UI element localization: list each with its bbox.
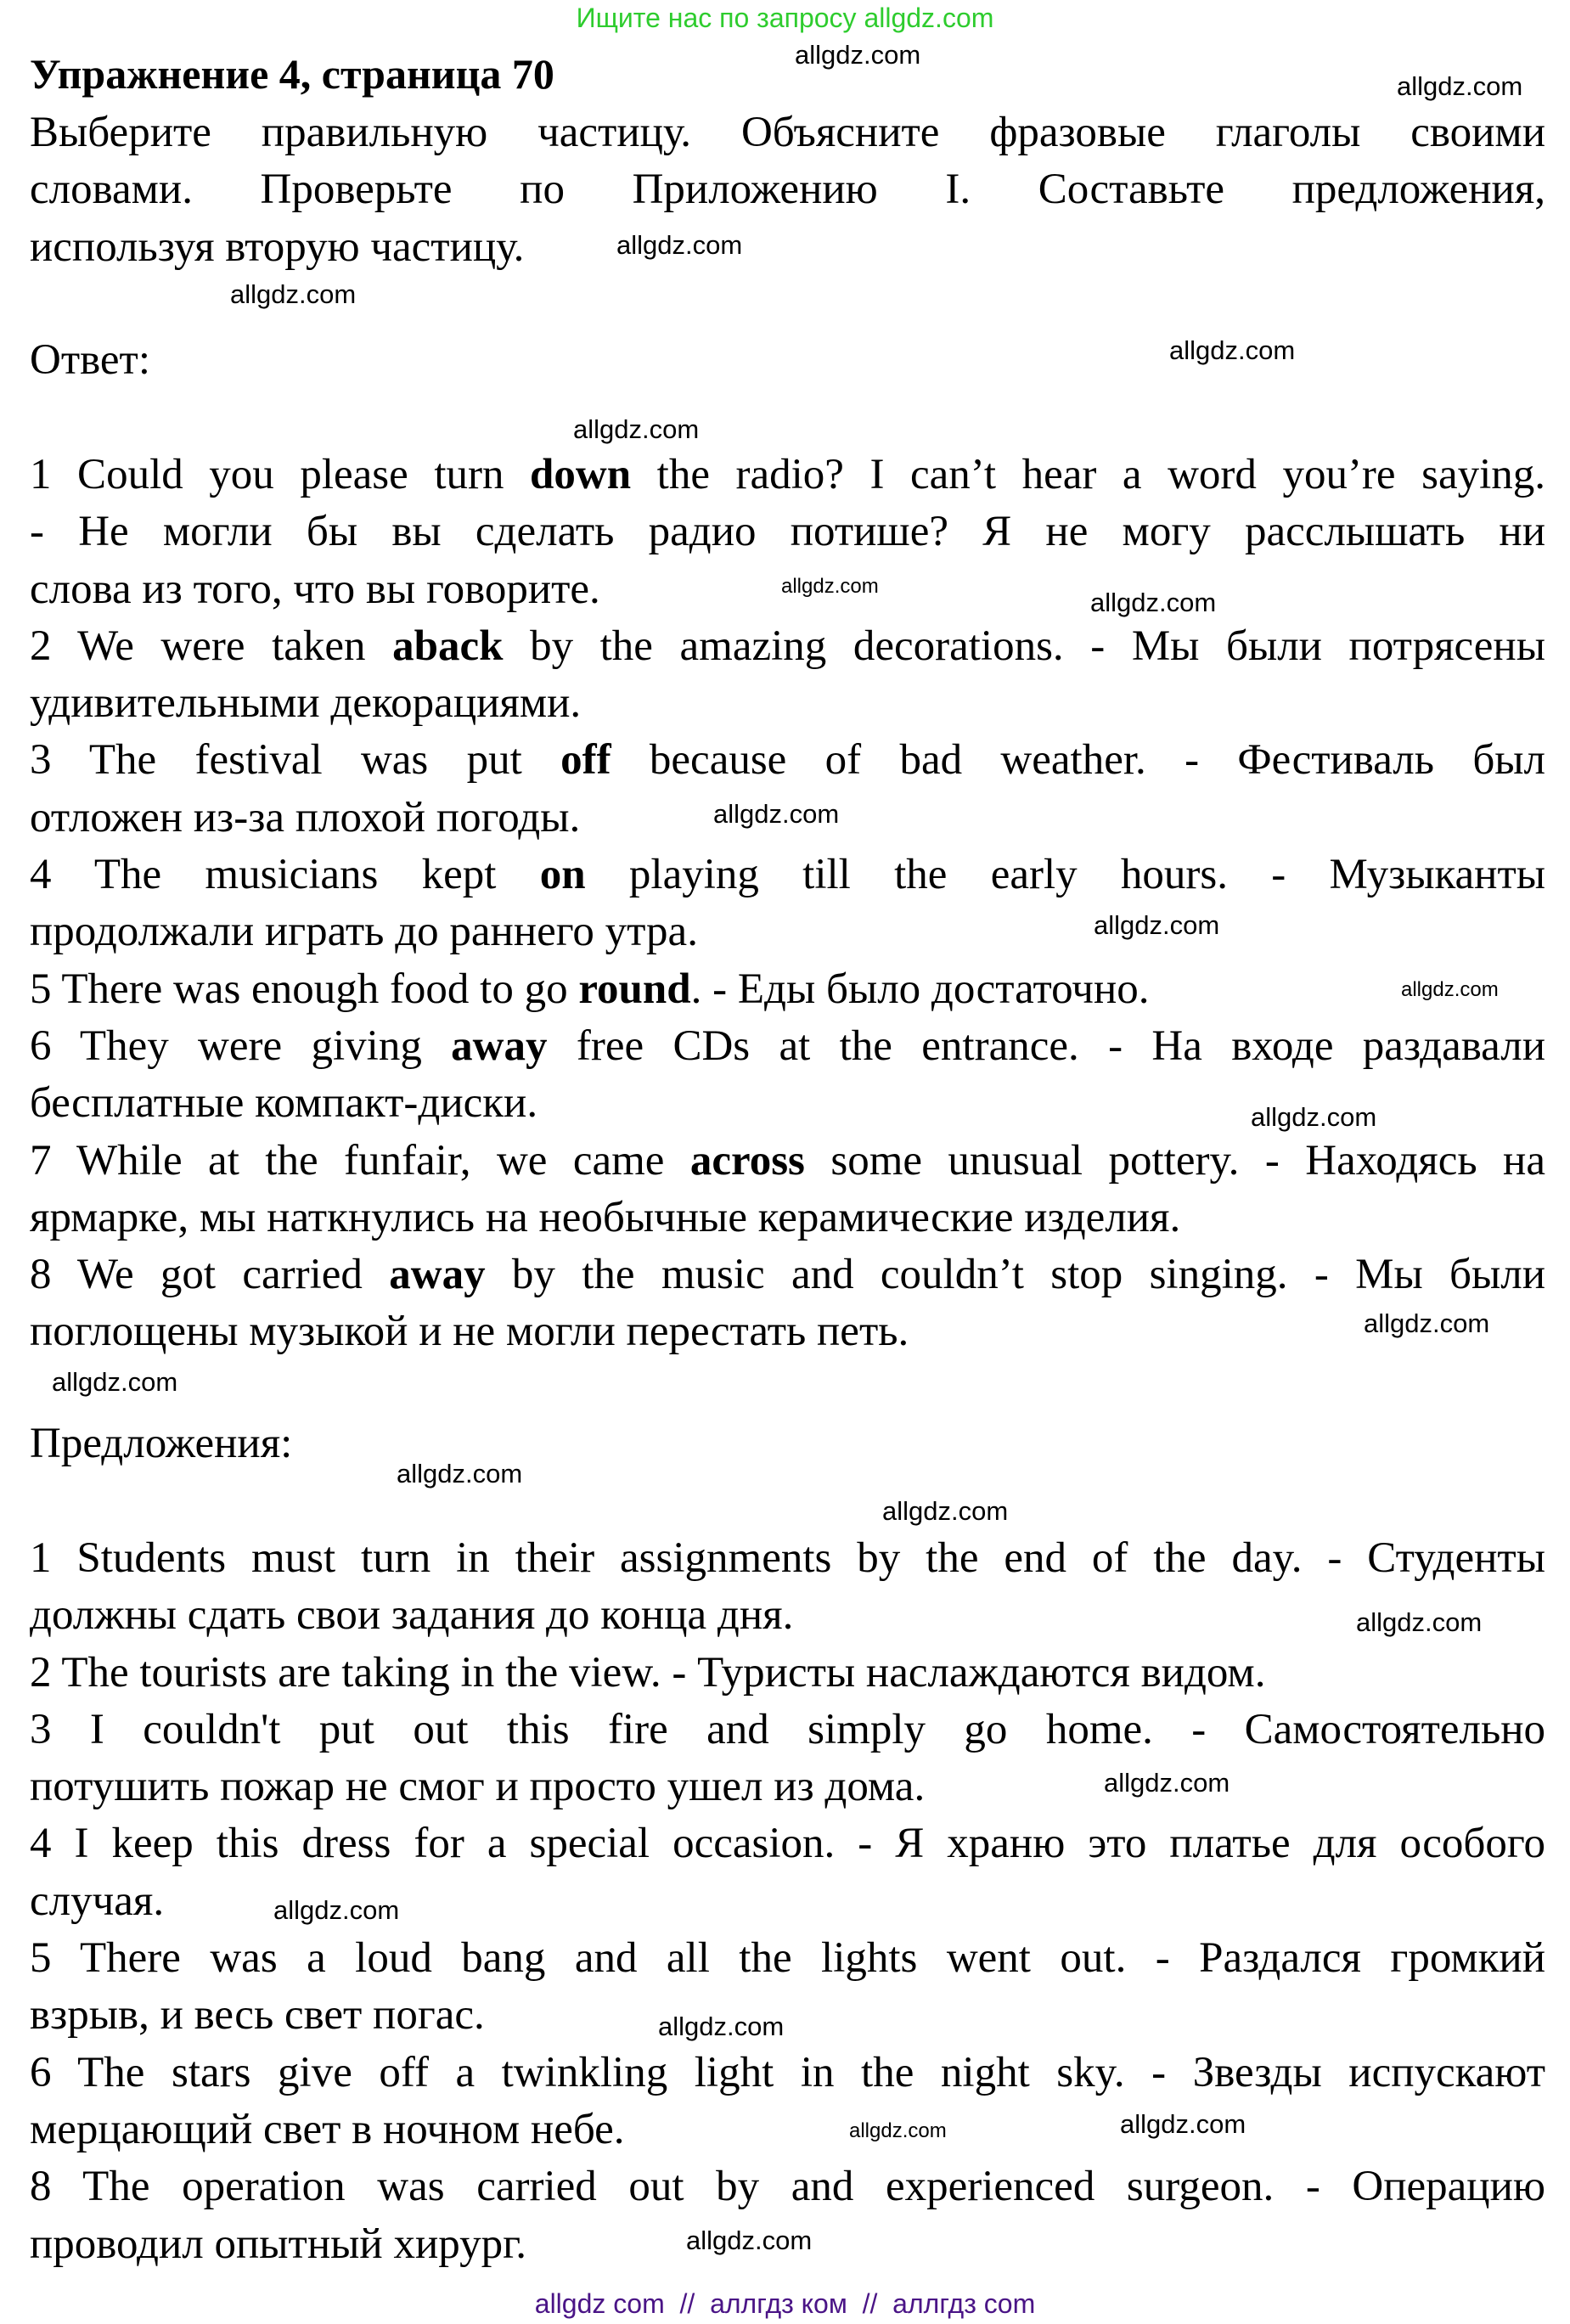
text-segment: бесплатные компакт-диски. <box>30 1079 538 1128</box>
text-segment: 2 The tourists are taking in the view. - Туристы наслаждаются видом. <box>30 1648 1266 1697</box>
text-segment: Выберите правильную частицу. Объясните фразовые глаголы своими <box>30 109 1545 156</box>
text-line <box>30 1075 537 1132</box>
top-search-banner: Ищите нас по запросу allgdz.com <box>576 3 994 33</box>
watermark: allgdz.com <box>781 575 879 598</box>
text-line <box>30 2158 1545 2215</box>
watermark: allgdz.com <box>658 2012 785 2041</box>
watermark: allgdz.com <box>795 40 921 70</box>
watermark: allgdz.com <box>1364 1308 1490 1338</box>
text-line <box>30 1530 1545 1587</box>
particle-bold: across <box>689 1136 805 1185</box>
sentences-list <box>30 1530 1545 2273</box>
watermark: allgdz.com <box>1120 2109 1246 2139</box>
text-segment: by the amazing decorations. - Мы были потрясены <box>503 622 1545 670</box>
watermark: allgdz.com <box>1094 910 1220 940</box>
sentences-label-text: Предложения: <box>30 1420 293 1467</box>
text-segment: 1 Could you please turn <box>30 451 531 498</box>
text-segment: поглощены музыкой и не могли перестать петь. <box>30 1308 909 1356</box>
text-line <box>30 1190 1180 1246</box>
text-segment: 8 The operation was carried out by and experienced surgeon. - Операцию <box>30 2163 1545 2211</box>
text-segment: словами. Проверьте по Приложению I. Составьте предложения, <box>30 166 1545 214</box>
text-segment: взрыв, и весь свет погас. <box>30 1991 485 2040</box>
instruction-text <box>30 104 1545 276</box>
text-line <box>30 219 524 276</box>
text-line <box>30 2045 1545 2102</box>
text-segment: - Не могли бы вы сделать радио потише? Я не могу расслышать ни <box>30 508 1545 556</box>
text-segment: мерцающий свет в ночном небе. <box>30 2105 625 2153</box>
particle-bold: down <box>530 451 632 498</box>
text-line <box>30 1815 1545 1872</box>
text-line <box>30 561 600 618</box>
text-segment: 3 The festival was put <box>30 736 561 785</box>
text-segment: 3 I couldn't put out this fire and simply go home. - Самостоятельно <box>30 1705 1545 1753</box>
watermark: allgdz.com <box>1090 588 1217 617</box>
text-line <box>30 1645 1265 1702</box>
particle-bold: away <box>451 1021 548 1070</box>
particle-bold: off <box>560 736 611 785</box>
watermark: allgdz.com <box>273 1895 400 1925</box>
text-line <box>30 961 1150 1018</box>
text-line <box>30 790 580 847</box>
watermark: allgdz.com <box>1401 978 1499 1001</box>
text-segment: free CDs at the entrance. - На входе раздавали <box>547 1021 1545 1070</box>
text-line <box>30 1873 164 1930</box>
text-line <box>30 1246 1545 1303</box>
footer-links: allgdz com // аллгдз ком // аллгдз com <box>534 2288 1036 2319</box>
watermark: allgdz.com <box>616 230 743 260</box>
text-line <box>30 1930 1545 1987</box>
text-line <box>30 104 1545 161</box>
watermark: allgdz.com <box>1397 71 1523 101</box>
text-segment: by the music and couldn’t stop singing. - Мы были <box>485 1251 1545 1299</box>
watermark: allgdz.com <box>1356 1607 1483 1637</box>
text-segment: 6 The stars give off a twinkling light in the night sky. - Звезды испускают <box>30 2048 1545 2096</box>
text-line <box>30 2216 526 2273</box>
watermark: allgdz.com <box>882 1496 1009 1526</box>
text-line <box>30 161 1545 218</box>
watermark: allgdz.com <box>686 2226 813 2255</box>
text-segment: 5 There was a loud bang and all the lights went out. - Раздался громкий <box>30 1934 1545 1983</box>
watermark: allgdz.com <box>52 1367 178 1397</box>
text-segment: 5 There was enough food to go <box>30 965 579 1013</box>
text-segment: 7 While at the funfair, we came <box>30 1136 690 1185</box>
watermark: allgdz.com <box>1104 1768 1230 1798</box>
particle-bold: round <box>578 965 691 1013</box>
watermark: allgdz.com <box>397 1459 523 1488</box>
text-segment: 1 Students must turn in their assignments by the end of the day. - Студенты <box>30 1534 1545 1582</box>
text-segment: 4 The musicians kept <box>30 851 540 899</box>
text-line <box>30 1987 485 2044</box>
watermark: allgdz.com <box>573 414 700 444</box>
text-line <box>30 847 1545 903</box>
text-line <box>30 732 1545 789</box>
watermark: allgdz.com <box>849 2119 947 2142</box>
text-line <box>30 618 1545 675</box>
text-segment: the radio? I can’t hear a word you’re saying. <box>631 451 1545 498</box>
text-segment: должны сдать свои задания до конца дня. <box>30 1591 794 1640</box>
text-segment: . - Еды было достаточно. <box>690 965 1150 1013</box>
particle-bold: away <box>389 1251 486 1299</box>
text-line <box>30 1018 1545 1075</box>
text-segment: playing till the early hours. - Музыканты <box>585 851 1545 899</box>
text-line <box>30 447 1545 504</box>
text-segment: 6 They were giving <box>30 1021 452 1070</box>
text-segment: удивительными декорациями. <box>30 679 582 728</box>
text-segment: используя вторую частицу. <box>30 222 525 271</box>
text-segment: слова из того, что вы говорите. <box>30 565 600 613</box>
text-line <box>30 1587 793 1644</box>
text-segment: отложен из-за плохой погоды. <box>30 793 581 841</box>
text-segment: 2 We were taken <box>30 622 393 670</box>
text-line <box>30 2102 625 2158</box>
text-line <box>30 675 581 732</box>
watermark: allgdz.com <box>1169 335 1296 365</box>
text-segment: продолжали играть до раннего утра. <box>30 908 698 956</box>
text-segment: случая. <box>30 1877 165 1925</box>
watermark: allgdz.com <box>230 279 357 309</box>
text-line <box>30 1758 925 1815</box>
text-segment: some unusual pottery. - Находясь на <box>804 1136 1545 1185</box>
text-line <box>30 1133 1545 1190</box>
text-segment: 8 We got carried <box>30 1251 390 1299</box>
watermark: allgdz.com <box>713 799 840 829</box>
text-line <box>30 504 1545 560</box>
watermark: allgdz.com <box>1251 1102 1377 1132</box>
exercise-heading: Упражнение 4, страница 70 <box>30 50 554 98</box>
particle-bold: on <box>539 851 586 899</box>
particle-bold: aback <box>392 622 504 670</box>
text-segment: because of bad weather. - Фестиваль был <box>611 736 1546 785</box>
answer-label <box>30 332 1545 389</box>
text-segment: потушить пожар не смог и просто ушел из дома. <box>30 1763 926 1811</box>
sentences-label <box>30 1415 1545 1472</box>
text-segment: ярмарке, мы наткнулись на необычные керамические изделия. <box>30 1193 1181 1241</box>
answer-label-text: Ответ: <box>30 336 150 384</box>
text-line <box>30 903 698 960</box>
text-line <box>30 1303 909 1360</box>
text-segment: проводил опытный хирург. <box>30 2220 526 2268</box>
text-segment: 4 I keep this dress for a special occasion. - Я храню это платье для особого <box>30 1820 1545 1868</box>
text-line <box>30 1702 1545 1758</box>
